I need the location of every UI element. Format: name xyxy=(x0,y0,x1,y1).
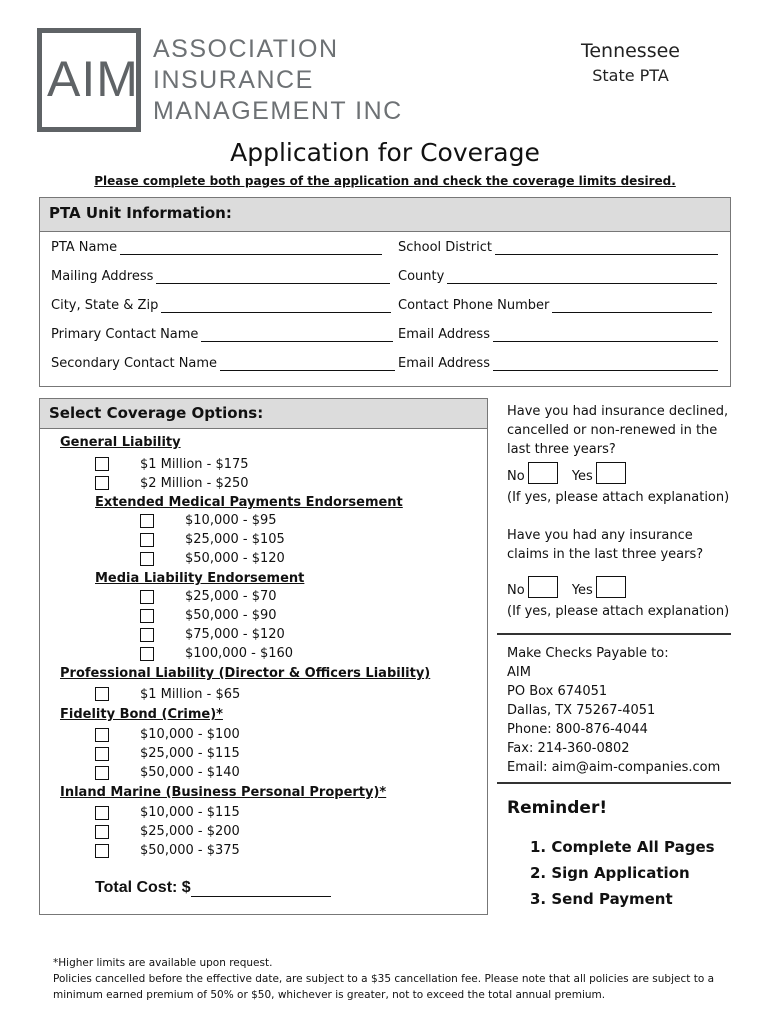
question-line: Have you had any insurance xyxy=(507,528,693,543)
city-state-zip-field[interactable] xyxy=(51,298,391,313)
coverage-heading: Select Coverage Options: xyxy=(40,399,487,429)
claims-question xyxy=(507,526,703,564)
logo-company-name xyxy=(153,34,403,127)
field-label: Secondary Contact Name xyxy=(51,356,218,371)
school-district-field[interactable] xyxy=(398,240,718,255)
reminder-item: 3. Send Payment xyxy=(530,890,673,908)
option-label: $50,000 - $120 xyxy=(185,551,285,566)
logo-name-line: ASSOCIATION xyxy=(153,35,339,63)
footer-line: *Higher limits are available upon request. xyxy=(53,957,273,969)
reminder-title: Reminder! xyxy=(507,798,608,818)
footer-line: minimum earned premium of 50% or $50, whichever is greater, not to exceed the total annual premium. xyxy=(53,989,606,1001)
payment-line: Fax: 214-360-0802 xyxy=(507,741,630,756)
secondary-email-field[interactable] xyxy=(398,356,718,371)
contact-phone-field[interactable] xyxy=(398,298,712,313)
coverage-section xyxy=(39,398,488,915)
payment-line: PO Box 674051 xyxy=(507,684,608,699)
field-label: Contact Phone Number xyxy=(398,298,550,313)
field-line[interactable] xyxy=(493,359,718,371)
field-line[interactable] xyxy=(495,243,718,255)
media-75k-checkbox[interactable] xyxy=(140,628,154,642)
field-label: Primary Contact Name xyxy=(51,327,199,342)
question-line: cancelled or non-renewed in the xyxy=(507,423,718,438)
payment-line: AIM xyxy=(507,665,531,680)
field-line[interactable] xyxy=(156,272,390,284)
option-label: $10,000 - $95 xyxy=(185,513,277,528)
media-25k-checkbox[interactable] xyxy=(140,590,154,604)
field-line[interactable] xyxy=(120,243,382,255)
total-cost-label: Total Cost: $ xyxy=(95,879,191,896)
declined-no-checkbox[interactable] xyxy=(528,462,558,484)
inland-10k-checkbox[interactable] xyxy=(95,806,109,820)
fidelity-10k-checkbox[interactable] xyxy=(95,728,109,742)
reminder-item: 1. Complete All Pages xyxy=(530,838,715,856)
field-label: Email Address xyxy=(398,356,490,371)
field-label: School District xyxy=(398,240,492,255)
ext-medical-heading: Extended Medical Payments Endorsement xyxy=(95,495,403,510)
claims-yes-checkbox[interactable] xyxy=(596,576,626,598)
declined-question xyxy=(507,402,728,459)
media-liability-heading: Media Liability Endorsement xyxy=(95,571,305,586)
ext-medical-50k-checkbox[interactable] xyxy=(140,552,154,566)
inland-50k-checkbox[interactable] xyxy=(95,844,109,858)
state-name: Tennessee xyxy=(580,40,680,62)
ext-medical-25k-checkbox[interactable] xyxy=(140,533,154,547)
claims-explain: (If yes, please attach explanation) xyxy=(507,604,730,619)
field-line[interactable] xyxy=(493,330,718,342)
claims-no-checkbox[interactable] xyxy=(528,576,558,598)
yes-label: Yes xyxy=(571,469,593,484)
question-line: Have you had insurance declined, xyxy=(507,404,729,419)
logo-name-line: MANAGEMENT INC xyxy=(153,97,403,125)
field-line[interactable] xyxy=(161,301,391,313)
field-line[interactable] xyxy=(552,301,712,313)
option-label: $50,000 - $140 xyxy=(140,765,240,780)
reminder-item: 2. Sign Application xyxy=(530,864,690,882)
field-line[interactable] xyxy=(201,330,393,342)
claims-answer xyxy=(507,576,636,598)
media-100k-checkbox[interactable] xyxy=(140,647,154,661)
unit-info-section xyxy=(39,197,731,387)
yes-label: Yes xyxy=(571,583,593,598)
option-label: $2 Million - $250 xyxy=(140,476,249,491)
field-label: Email Address xyxy=(398,327,490,342)
field-label: City, State & Zip xyxy=(51,298,159,313)
professional-liability-heading: Professional Liability (Director & Officers Liability) xyxy=(60,666,431,681)
gl-1m-checkbox[interactable] xyxy=(95,457,109,471)
no-label: No xyxy=(507,583,525,598)
inland-marine-heading: Inland Marine (Business Personal Property)* xyxy=(60,785,387,800)
divider xyxy=(497,782,731,784)
secondary-contact-field[interactable] xyxy=(51,356,395,371)
state-org: State PTA xyxy=(592,66,669,85)
inland-25k-checkbox[interactable] xyxy=(95,825,109,839)
general-liability-heading: General Liability xyxy=(60,435,181,450)
payment-info xyxy=(507,644,720,777)
total-cost-field[interactable] xyxy=(95,879,331,897)
option-label: $50,000 - $90 xyxy=(185,608,277,623)
payment-line: Phone: 800-876-4044 xyxy=(507,722,648,737)
aim-logo xyxy=(37,28,437,132)
state-label xyxy=(581,40,680,85)
professional-1m-checkbox[interactable] xyxy=(95,687,109,701)
option-label: $1 Million - $175 xyxy=(140,457,249,472)
pta-name-field[interactable] xyxy=(51,240,382,255)
option-label: $25,000 - $200 xyxy=(140,824,240,839)
email-field[interactable] xyxy=(398,327,718,342)
mailing-address-field[interactable] xyxy=(51,269,390,284)
field-label: County xyxy=(398,269,445,284)
option-label: $25,000 - $115 xyxy=(140,746,240,761)
fidelity-50k-checkbox[interactable] xyxy=(95,766,109,780)
county-field[interactable] xyxy=(398,269,717,284)
option-label: $10,000 - $100 xyxy=(140,727,240,742)
payment-line: Email: aim@aim-companies.com xyxy=(507,760,721,775)
primary-contact-field[interactable] xyxy=(51,327,393,342)
page-subtitle: Please complete both pages of the application and check the coverage limits desired. xyxy=(94,174,676,188)
option-label: $50,000 - $375 xyxy=(140,843,240,858)
footer-line: Policies cancelled before the effective date, are subject to a $35 cancellation fee. Please note that all policies are subject to a xyxy=(53,973,715,985)
declined-yes-checkbox[interactable] xyxy=(596,462,626,484)
logo-name-line: INSURANCE xyxy=(153,66,314,94)
no-label: No xyxy=(507,469,525,484)
unit-info-heading: PTA Unit Information: xyxy=(40,198,730,232)
option-label: $75,000 - $120 xyxy=(185,627,285,642)
option-label: $25,000 - $105 xyxy=(185,532,285,547)
payment-line: Make Checks Payable to: xyxy=(507,646,669,661)
question-line: last three years? xyxy=(507,442,616,457)
declined-explain: (If yes, please attach explanation) xyxy=(507,490,730,505)
footer-notes xyxy=(53,955,743,1003)
fidelity-bond-heading: Fidelity Bond (Crime)* xyxy=(60,707,223,722)
field-label: PTA Name xyxy=(51,240,118,255)
page-title: Application for Coverage xyxy=(230,138,540,167)
option-label: $25,000 - $70 xyxy=(185,589,277,604)
field-line[interactable] xyxy=(220,359,395,371)
total-cost-line[interactable] xyxy=(191,883,331,897)
option-label: $1 Million - $65 xyxy=(140,687,241,702)
payment-line: Dallas, TX 75267-4051 xyxy=(507,703,656,718)
fidelity-25k-checkbox[interactable] xyxy=(95,747,109,761)
field-label: Mailing Address xyxy=(51,269,154,284)
reminder-list xyxy=(530,834,715,912)
declined-answer xyxy=(507,462,636,484)
divider xyxy=(497,633,731,635)
ext-medical-10k-checkbox[interactable] xyxy=(140,514,154,528)
question-line: claims in the last three years? xyxy=(507,547,704,562)
field-line[interactable] xyxy=(447,272,717,284)
option-label: $10,000 - $115 xyxy=(140,805,240,820)
media-50k-checkbox[interactable] xyxy=(140,609,154,623)
option-label: $100,000 - $160 xyxy=(185,646,294,661)
logo-mark: AIM xyxy=(47,51,139,107)
gl-2m-checkbox[interactable] xyxy=(95,476,109,490)
